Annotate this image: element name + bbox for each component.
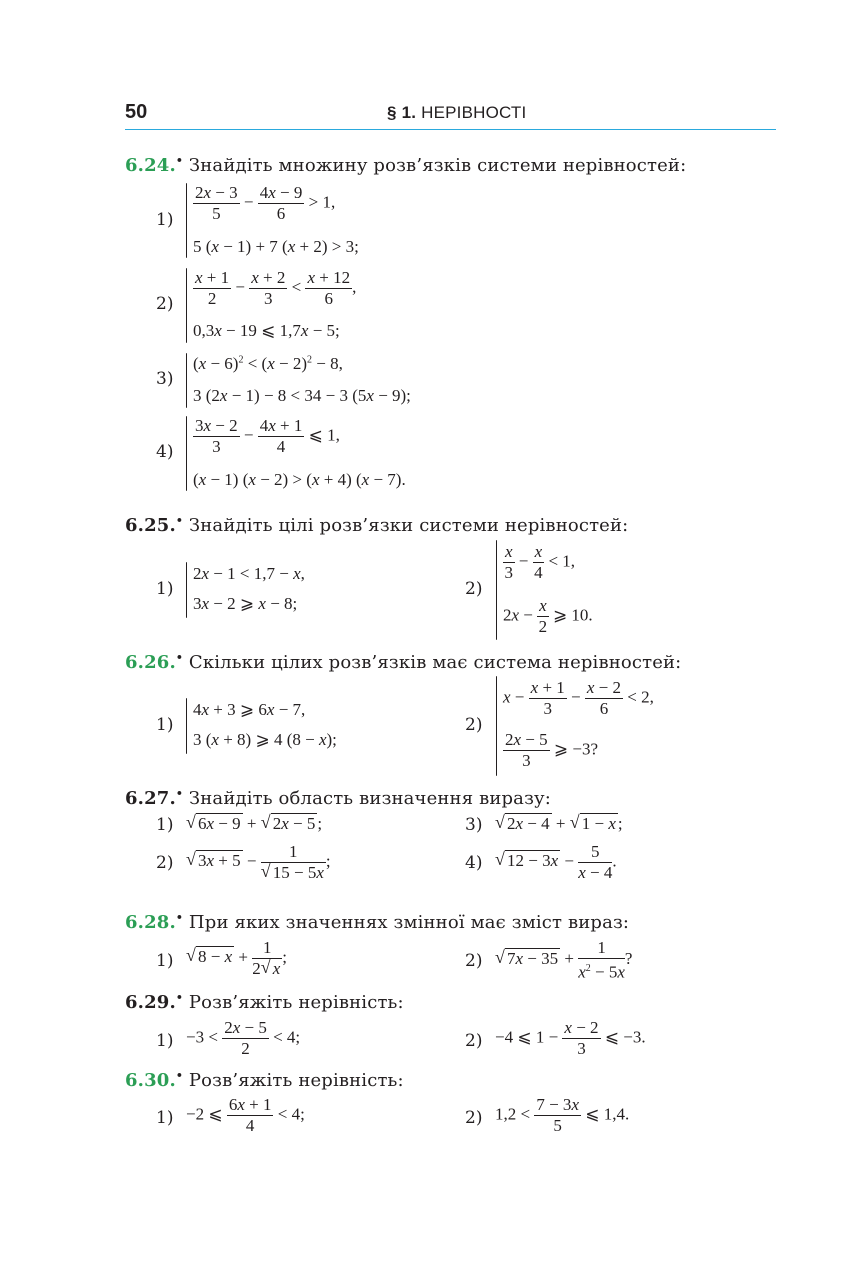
inequality: $(x - 6)^2 < (x - 2)^2 - 8$, — [193, 354, 343, 373]
item-label: 1) — [156, 1108, 174, 1128]
inequality: 3 (2x − 1) − 8 < 34 − 3 (5x − 9); — [193, 386, 411, 405]
problem-6-28 — [125, 911, 629, 933]
system-brace — [186, 353, 187, 408]
inequality: −2 ⩽ $\frac{6x + 1}{4}$ < 4; — [186, 1095, 305, 1135]
problem-6-25 — [125, 514, 628, 536]
item-label: 4) — [156, 442, 174, 462]
inequality: $\frac{x}{3}$ − $\frac{x}{4}$ < 1, — [504, 542, 576, 582]
section-mark: § 1. — [387, 103, 417, 122]
problem-text: Знайдіть область визначення виразу: — [188, 788, 551, 809]
system-brace — [496, 540, 497, 640]
item-label: 2) — [465, 579, 483, 599]
item-label: 3) — [465, 815, 483, 835]
section-header — [387, 103, 526, 123]
item-label: 1) — [156, 815, 174, 835]
difficulty-mark: • — [175, 651, 184, 664]
page-number: 50 — [125, 101, 148, 123]
system-brace — [496, 676, 497, 776]
item-label: 3) — [156, 369, 174, 389]
problem-number: 6.27. — [125, 788, 176, 809]
inequality: 2x − $\frac{x}{2}$ ⩾ 10. — [503, 596, 593, 636]
item-label: 2) — [156, 294, 174, 314]
problem-6-29 — [125, 991, 404, 1013]
expression: √ 6x − 9 + √ 2x − 5 ; — [186, 812, 323, 833]
inequality: 5 (x − 1) + 7 (x + 2) > 3; — [193, 237, 359, 256]
difficulty-mark: • — [175, 991, 184, 1004]
system-brace — [186, 268, 187, 343]
inequality: 3 (x + 8) ⩾ 4 (8 − x); — [193, 730, 337, 749]
system-brace — [186, 698, 187, 754]
problem-number: 6.26. — [125, 652, 176, 673]
difficulty-mark: • — [175, 514, 184, 527]
difficulty-mark: • — [175, 1069, 184, 1082]
inequality: 4x + 3 ⩾ 6x − 7, — [193, 700, 306, 719]
problem-number: 6.25. — [125, 515, 176, 536]
item-label: 2) — [465, 1108, 483, 1128]
problem-number: 6.29. — [125, 992, 176, 1013]
item-label: 1) — [156, 715, 174, 735]
item-label: 1) — [156, 579, 174, 599]
problem-text: Знайдіть цілі розв’язки системи нерівностей: — [188, 515, 629, 536]
expression: √ 3x + 5 − 1 √ 15 − 5x ; — [186, 842, 331, 882]
difficulty-mark: • — [175, 154, 184, 167]
problem-6-30 — [125, 1069, 404, 1091]
item-label: 1) — [156, 951, 174, 971]
problem-text: Розв’яжіть нерівність: — [188, 1070, 404, 1091]
system-brace — [186, 562, 187, 618]
inequality: $\frac{3x - 2}{3}$ − $\frac{4x + 1}{4}$ ⩽ 1, — [195, 416, 340, 456]
expression: √ 12 − 3x − $\frac{5}{x - 4}$ . — [495, 842, 617, 882]
inequality: 0,3x − 19 ⩽ 1,7x − 5; — [193, 321, 340, 340]
inequality: (x − 1) (x − 2) > (x + 4) (x − 7). — [193, 470, 406, 489]
item-label: 1) — [156, 210, 174, 230]
item-label: 2) — [156, 853, 174, 873]
problem-text: Скільки цілих розв’язків має система нерівностей: — [188, 652, 682, 673]
problem-number: 6.24. — [125, 155, 176, 176]
item-label: 2) — [465, 951, 483, 971]
problem-6-24 — [125, 154, 686, 176]
item-label: 2) — [465, 715, 483, 735]
system-brace — [186, 416, 187, 491]
inequality: 1,2 < $\frac{7 - 3x}{5}$ ⩽ 1,4. — [495, 1095, 630, 1135]
problem-text: При яких значеннях змінної має зміст вираз: — [188, 912, 630, 933]
section-title: НЕРІВНОСТІ — [421, 103, 527, 122]
expression: √ 8 − x + 1 2 √ x ; — [186, 938, 288, 978]
inequality: 2x − 1 < 1,7 − x, — [193, 564, 305, 583]
inequality: $\frac{2x - 5}{3}$ ⩾ −3? — [505, 730, 599, 770]
item-label: 1) — [156, 1031, 174, 1051]
problem-number: 6.30. — [125, 1070, 176, 1091]
problem-number: 6.28. — [125, 912, 176, 933]
inequality: $\frac{x + 1}{2}$ − $\frac{x + 2}{3}$ < $\frac{x + 12}{6}$ , — [195, 268, 357, 308]
difficulty-mark: • — [175, 911, 184, 924]
inequality: $\frac{2x - 3}{5}$ − $\frac{4x - 9}{6}$ > 1, — [195, 183, 336, 223]
header-rule — [125, 129, 776, 130]
item-label: 2) — [465, 1031, 483, 1051]
difficulty-mark: • — [175, 787, 184, 800]
expression: √ 2x − 4 + √ 1 − x ; — [495, 812, 623, 833]
inequality: −4 ⩽ 1 − $\frac{x - 2}{3}$ ⩽ −3. — [495, 1018, 646, 1058]
problem-6-26 — [125, 651, 681, 673]
system-brace — [186, 183, 187, 258]
inequality: 3x − 2 ⩾ x − 8; — [193, 594, 298, 613]
item-label: 4) — [465, 853, 483, 873]
problem-6-27 — [125, 787, 551, 809]
inequality: −3 < $\frac{2x - 5}{2}$ < 4; — [186, 1018, 301, 1058]
inequality: x − $\frac{x + 1}{3}$ − $\frac{x - 2}{6}$ < 2, — [503, 678, 654, 718]
problem-text: Знайдіть множину розв’язків системи нерівностей: — [188, 155, 687, 176]
expression: √ 7x − 35 + $\frac{1}{x^2 - 5x}$ ? — [495, 938, 633, 982]
problem-text: Розв’яжіть нерівність: — [188, 992, 404, 1013]
